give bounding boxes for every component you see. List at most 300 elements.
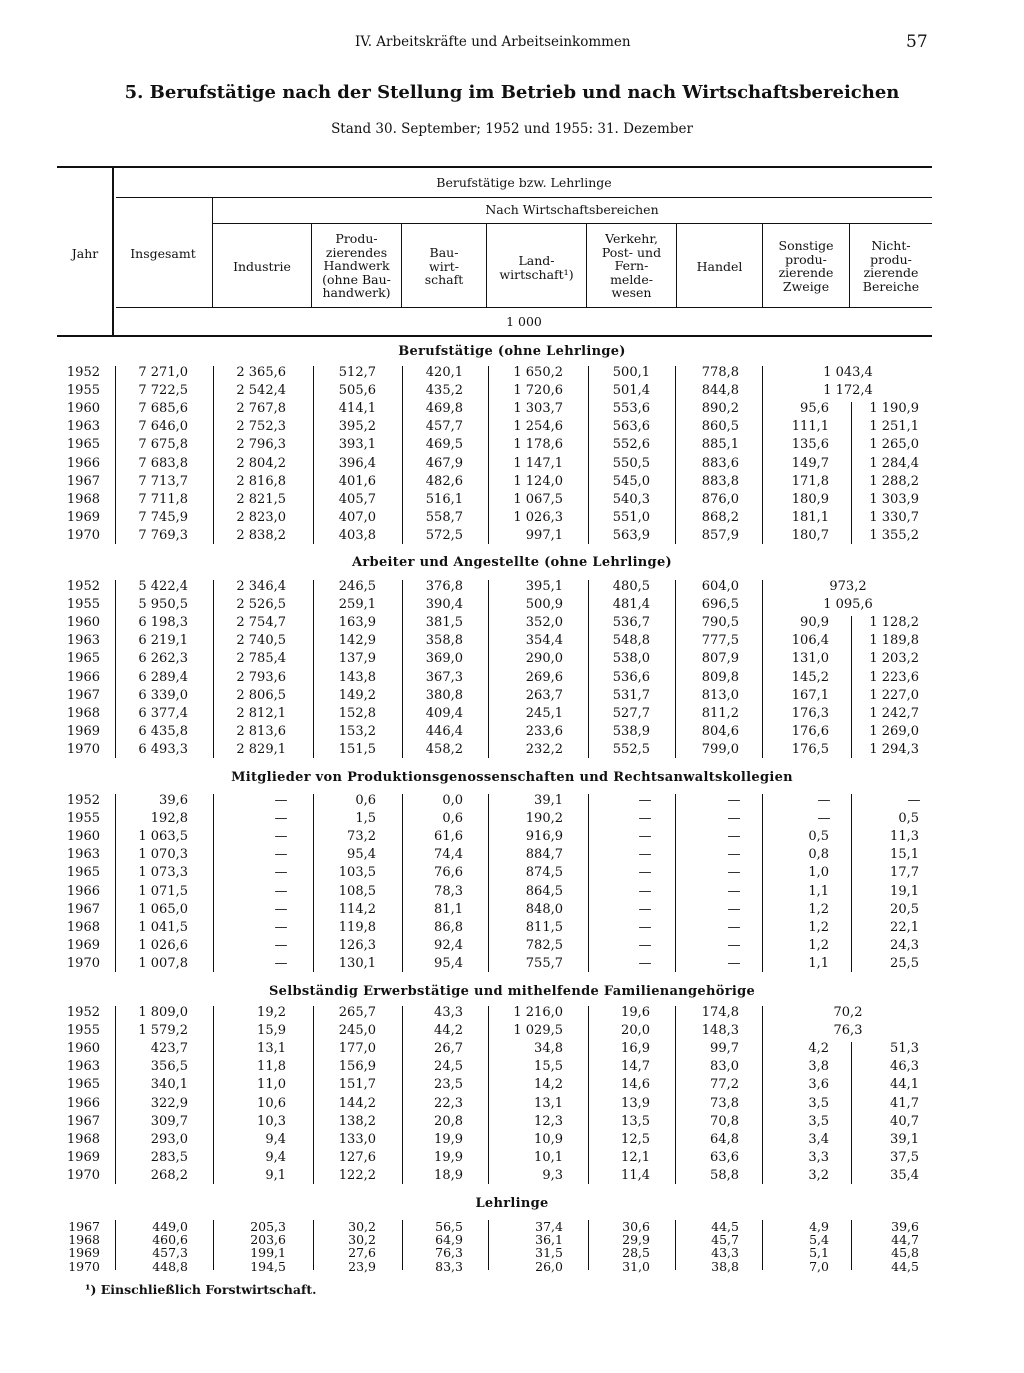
table-row (0, 1023, 1024, 1041)
value-cell: 446,4 (425, 723, 463, 739)
value-cell: 61,6 (434, 829, 463, 845)
value-cell: — (727, 811, 741, 827)
value-cell: 1 355,2 (869, 527, 919, 543)
value-cell: 2 346,4 (236, 579, 286, 594)
year-cell: 1968 (66, 919, 100, 935)
value-cell: 148,3 (701, 1023, 739, 1039)
value-cell: 20,5 (890, 901, 919, 917)
table-row (0, 651, 1024, 669)
value-cell: 22,1 (890, 919, 919, 935)
value-cell: 540,3 (612, 491, 650, 507)
value-cell: 24,5 (434, 1059, 463, 1075)
year-cell: 1966 (66, 455, 100, 471)
value-cell: 95,4 (434, 955, 463, 971)
value-cell: 17,7 (890, 865, 919, 881)
value-cell: 0,8 (808, 847, 829, 863)
value-cell: 259,1 (338, 597, 376, 613)
value-cell: 367,3 (425, 669, 463, 685)
value-cell: 1,0 (808, 865, 829, 881)
value-cell: 390,4 (425, 597, 463, 613)
value-cell: 194,5 (250, 1258, 286, 1274)
value-cell: 30,6 (622, 1219, 650, 1234)
value-cell: 545,0 (612, 473, 650, 489)
value-cell: 181,1 (791, 509, 829, 525)
value-cell: 39,6 (159, 793, 188, 808)
value-cell: 26,7 (434, 1041, 463, 1057)
value-cell: 448,8 (152, 1258, 188, 1274)
value-cell: 3,5 (808, 1095, 829, 1111)
table-row (0, 1259, 1024, 1277)
value-cell: — (638, 811, 652, 827)
value-cell: 39,6 (891, 1219, 919, 1234)
value-cell: 7 769,3 (138, 527, 188, 543)
table-row (0, 865, 1024, 883)
value-cell: 176,6 (791, 723, 829, 739)
year-cell: 1963 (66, 847, 100, 863)
value-cell: 1 007,8 (138, 955, 188, 971)
value-cell: 884,7 (525, 847, 563, 863)
value-cell: 1 041,5 (138, 919, 188, 935)
value-cell: 19,9 (434, 1149, 463, 1165)
value-cell: 395,1 (525, 579, 563, 594)
value-cell: 501,4 (612, 383, 650, 399)
header-col-nichtproduzierende: Nicht- produ- zierende Bereiche (862, 238, 920, 294)
value-cell: — (638, 955, 652, 971)
year-cell: 1969 (66, 509, 100, 525)
year-cell: 1960 (66, 829, 100, 845)
value-cell: 6 377,4 (138, 705, 188, 721)
value-cell: 176,5 (791, 741, 829, 757)
value-cell: 13,1 (257, 1041, 286, 1057)
value-cell: 245,1 (525, 705, 563, 721)
value-cell: 1 650,2 (513, 365, 563, 380)
merged-value-cell: 1 095,6 (823, 597, 873, 613)
value-cell: 6 435,8 (138, 723, 188, 739)
table-row (0, 1114, 1024, 1132)
running-head (0, 34, 1024, 54)
split-rule (851, 794, 852, 972)
chapter-heading: IV. Arbeitskräfte und Arbeitseinkommen (355, 34, 631, 50)
table-row (0, 615, 1024, 633)
header-col-bauwirtschaft: Bau- wirt- schaft (424, 245, 464, 287)
value-cell: 167,1 (791, 687, 829, 703)
value-cell: 552,5 (612, 741, 650, 757)
value-cell: 1 063,5 (138, 829, 188, 845)
value-cell: 1 288,2 (869, 473, 919, 489)
value-cell: 538,0 (612, 651, 650, 667)
value-cell: — (274, 811, 288, 827)
value-cell: 782,5 (525, 937, 563, 953)
value-cell: 269,6 (525, 669, 563, 685)
value-cell: 145,2 (791, 669, 829, 685)
value-cell: 7 675,8 (138, 437, 188, 453)
value-cell: 14,6 (621, 1077, 650, 1093)
value-cell: 0,6 (355, 793, 376, 808)
header-col-landwirtschaft: Land- wirtschaft¹) (499, 253, 574, 282)
value-cell: 309,7 (150, 1113, 188, 1129)
value-cell: 481,4 (612, 597, 650, 613)
value-cell: 558,7 (425, 509, 463, 525)
value-cell: 77,2 (710, 1077, 739, 1093)
value-cell: 536,7 (612, 615, 650, 631)
table-row (0, 510, 1024, 528)
value-cell: 551,0 (612, 509, 650, 525)
value-cell: 467,9 (425, 455, 463, 471)
value-cell: 531,7 (612, 687, 650, 703)
value-cell: 1 026,3 (513, 509, 563, 525)
value-cell: 92,4 (434, 937, 463, 953)
value-cell: 90,9 (800, 615, 829, 631)
value-cell: 811,5 (525, 919, 563, 935)
value-cell: 130,1 (338, 955, 376, 971)
value-cell: 44,7 (891, 1232, 919, 1248)
year-cell: 1970 (66, 955, 100, 971)
value-cell: 142,9 (338, 633, 376, 649)
value-cell: — (638, 919, 652, 935)
value-cell: 1,2 (808, 937, 829, 953)
header-unit-rule (116, 307, 932, 308)
header-col-sonstige: Sonstige produ- zierende Zweige (778, 238, 834, 294)
value-cell: 1 330,7 (869, 509, 919, 525)
table-row (0, 528, 1024, 546)
value-cell: 414,1 (338, 401, 376, 417)
header-subgroup-rule (212, 223, 932, 224)
table-row (0, 401, 1024, 419)
table-row (0, 847, 1024, 865)
value-cell: 1 269,0 (869, 723, 919, 739)
value-cell: 848,0 (525, 901, 563, 917)
value-cell: 9,4 (265, 1131, 286, 1147)
value-cell: — (638, 793, 652, 808)
year-cell: 1952 (66, 1005, 100, 1020)
value-cell: 1 189,8 (869, 633, 919, 649)
value-cell: 804,6 (701, 723, 739, 739)
value-cell: 6 289,4 (138, 669, 188, 685)
value-cell: 76,6 (434, 865, 463, 881)
value-cell: 7 271,0 (138, 365, 188, 380)
value-cell: 7 745,9 (138, 509, 188, 525)
value-cell: 31,5 (535, 1245, 563, 1261)
value-cell: 126,3 (338, 937, 376, 953)
value-cell: 64,8 (710, 1131, 739, 1147)
table-row (0, 742, 1024, 760)
year-cell: 1970 (66, 527, 100, 543)
year-cell: 1965 (66, 865, 100, 881)
value-cell: 1 284,4 (869, 455, 919, 471)
year-cell: 1966 (66, 1095, 100, 1111)
value-cell: 127,6 (338, 1149, 376, 1165)
value-cell: 114,2 (338, 901, 376, 917)
footnote: ¹) Einschließlich Forstwirtschaft. (85, 1282, 317, 1297)
value-cell: 15,9 (257, 1023, 286, 1039)
value-cell: 890,2 (701, 401, 739, 417)
value-cell: 95,4 (347, 847, 376, 863)
value-cell: 393,1 (338, 437, 376, 453)
value-cell: 111,1 (791, 419, 829, 435)
value-cell: 83,0 (710, 1059, 739, 1075)
table-row (0, 1059, 1024, 1077)
value-cell: — (274, 865, 288, 881)
table-row (0, 920, 1024, 938)
value-cell: 778,8 (701, 365, 739, 380)
value-cell: 457,7 (425, 419, 463, 435)
merged-value-cell: 76,3 (833, 1023, 863, 1039)
value-cell: 358,8 (425, 633, 463, 649)
value-cell: 119,8 (338, 919, 376, 935)
value-cell: 12,1 (621, 1149, 650, 1165)
section-title: Arbeiter und Angestellte (ohne Lehrlinge) (352, 555, 672, 570)
value-cell: 86,8 (434, 919, 463, 935)
table-row (0, 956, 1024, 974)
value-cell: 6 262,3 (138, 651, 188, 667)
year-cell: 1968 (68, 1232, 100, 1248)
value-cell: — (274, 901, 288, 917)
value-cell: 1 294,3 (869, 741, 919, 757)
value-cell: 2 823,0 (236, 509, 286, 525)
value-cell: — (638, 865, 652, 881)
value-cell: 44,5 (711, 1219, 739, 1234)
value-cell: 41,7 (890, 1095, 919, 1111)
value-cell: 340,1 (150, 1077, 188, 1093)
value-cell: 1 147,1 (513, 455, 563, 471)
value-cell: 29,9 (622, 1232, 650, 1248)
table-row (0, 1077, 1024, 1095)
value-cell: 73,8 (710, 1095, 739, 1111)
table-row (0, 724, 1024, 742)
value-cell: 3,3 (808, 1149, 829, 1165)
value-cell: 13,5 (621, 1113, 650, 1129)
value-cell: 2 821,5 (236, 491, 286, 507)
value-cell: 2 526,5 (236, 597, 286, 613)
value-cell: 153,2 (338, 723, 376, 739)
header-col-handwerk: Produ- zierendes Handwerk (ohne Bau- handwerk) (322, 231, 391, 300)
year-cell: 1968 (66, 1131, 100, 1147)
value-cell: — (638, 901, 652, 917)
year-cell: 1952 (66, 365, 100, 380)
value-cell: 11,3 (890, 829, 919, 845)
value-cell: 1 124,0 (513, 473, 563, 489)
table-row (0, 1132, 1024, 1150)
value-cell: 2 785,4 (236, 651, 286, 667)
value-cell: 25,5 (890, 955, 919, 971)
value-cell: 16,9 (621, 1041, 650, 1057)
value-cell: — (274, 919, 288, 935)
value-cell: 246,5 (338, 579, 376, 594)
value-cell: 39,1 (890, 1131, 919, 1147)
value-cell: 755,7 (525, 955, 563, 971)
value-cell: 2 796,3 (236, 437, 286, 453)
value-cell: 2 740,5 (236, 633, 286, 649)
value-cell: 233,6 (525, 723, 563, 739)
value-cell: 31,0 (622, 1258, 650, 1274)
value-cell: 99,7 (710, 1041, 739, 1057)
table-row (0, 633, 1024, 651)
value-cell: 9,3 (542, 1167, 563, 1183)
value-cell: 290,0 (525, 651, 563, 667)
value-cell: 401,6 (338, 473, 376, 489)
value-cell: — (274, 847, 288, 863)
value-cell: 883,6 (701, 455, 739, 471)
value-cell: 122,2 (338, 1167, 376, 1183)
merged-value-cell: 1 172,4 (823, 383, 873, 399)
value-cell: 997,1 (525, 527, 563, 543)
value-cell: 2 829,1 (236, 741, 286, 757)
year-cell: 1969 (66, 1149, 100, 1165)
value-cell: — (274, 829, 288, 845)
value-cell: — (638, 883, 652, 899)
value-cell: 74,4 (434, 847, 463, 863)
value-cell: 23,9 (348, 1258, 376, 1274)
table-row (0, 884, 1024, 902)
value-cell: 548,8 (612, 633, 650, 649)
value-cell: 6 339,0 (138, 687, 188, 703)
section-title: Mitglieder von Produktionsgenossenschaften und Rechtsanwaltskollegien (231, 770, 793, 785)
value-cell: 37,5 (890, 1149, 919, 1165)
value-cell: 813,0 (701, 687, 739, 703)
year-cell: 1960 (66, 1041, 100, 1057)
value-cell: — (727, 847, 741, 863)
value-cell: 81,1 (434, 901, 463, 917)
value-cell: 24,3 (890, 937, 919, 953)
value-cell: 83,3 (435, 1258, 463, 1274)
value-cell: 245,0 (338, 1023, 376, 1039)
table-row (0, 579, 1024, 597)
value-cell: 171,8 (791, 473, 829, 489)
value-cell: 149,7 (791, 455, 829, 471)
value-cell: 403,8 (338, 527, 376, 543)
value-cell: 293,0 (150, 1131, 188, 1147)
value-cell: 1 029,5 (513, 1023, 563, 1039)
value-cell: 563,9 (612, 527, 650, 543)
value-cell: 1 026,6 (138, 937, 188, 953)
table-row (0, 706, 1024, 724)
year-cell: 1969 (66, 723, 100, 739)
value-cell: 7,0 (809, 1258, 829, 1274)
value-cell: 527,7 (612, 705, 650, 721)
value-cell: 20,0 (621, 1023, 650, 1039)
value-cell: 799,0 (701, 741, 739, 757)
header-unit: 1 000 (506, 314, 542, 329)
value-cell: 133,0 (338, 1131, 376, 1147)
value-cell: 174,8 (701, 1005, 739, 1020)
value-cell: 3,6 (808, 1077, 829, 1093)
merged-value-cell: 70,2 (833, 1005, 863, 1020)
table-row (0, 597, 1024, 615)
value-cell: 1 203,2 (869, 651, 919, 667)
value-cell: 18,9 (434, 1167, 463, 1183)
value-cell: — (274, 793, 288, 808)
header-bottom-rule (57, 335, 932, 337)
value-cell: 95,6 (800, 401, 829, 417)
value-cell: 19,2 (257, 1005, 286, 1020)
value-cell: 1,1 (808, 955, 829, 971)
table-row (0, 902, 1024, 920)
value-cell: — (638, 829, 652, 845)
value-cell: 45,7 (711, 1232, 739, 1248)
value-cell: — (727, 829, 741, 845)
value-cell: 34,8 (534, 1041, 563, 1057)
year-cell: 1968 (66, 491, 100, 507)
value-cell: 131,0 (791, 651, 829, 667)
value-cell: 604,0 (701, 579, 739, 594)
value-cell: — (274, 937, 288, 953)
value-cell: 7 646,0 (138, 419, 188, 435)
value-cell: 20,8 (434, 1113, 463, 1129)
value-cell: 10,6 (257, 1095, 286, 1111)
value-cell: 176,3 (791, 705, 829, 721)
value-cell: 811,2 (701, 705, 739, 721)
value-cell: 1,2 (808, 901, 829, 917)
value-cell: 538,9 (612, 723, 650, 739)
value-cell: 2 806,5 (236, 687, 286, 703)
table-row (0, 670, 1024, 688)
value-cell: 1,1 (808, 883, 829, 899)
header-col-handel: Handel (696, 259, 743, 274)
value-cell: 199,1 (250, 1245, 286, 1261)
value-cell: 405,7 (338, 491, 376, 507)
table-row (0, 419, 1024, 437)
value-cell: 28,5 (622, 1245, 650, 1261)
value-cell: 1 265,0 (869, 437, 919, 453)
value-cell: 38,8 (711, 1258, 739, 1274)
value-cell: 163,9 (338, 615, 376, 631)
value-cell: 7 722,5 (138, 383, 188, 399)
year-cell: 1969 (66, 937, 100, 953)
year-cell: 1967 (66, 901, 100, 917)
value-cell: 156,9 (338, 1059, 376, 1075)
header-jahr: Jahr (71, 246, 99, 261)
value-cell: 777,5 (701, 633, 739, 649)
value-cell: 11,8 (257, 1059, 286, 1075)
value-cell: 516,1 (425, 491, 463, 507)
value-cell: 864,5 (525, 883, 563, 899)
year-cell: 1963 (66, 633, 100, 649)
year-cell: 1969 (68, 1245, 100, 1261)
value-cell: 1 065,0 (138, 901, 188, 917)
value-cell: — (727, 955, 741, 971)
value-cell: — (817, 811, 831, 827)
value-cell: 46,3 (890, 1059, 919, 1075)
value-cell: — (274, 955, 288, 971)
value-cell: 30,2 (348, 1219, 376, 1234)
value-cell: 1 070,3 (138, 847, 188, 863)
header-col-verkehr: Verkehr, Post- und Fern- melde- wesen (601, 231, 662, 300)
value-cell: 23,5 (434, 1077, 463, 1093)
value-cell: 10,1 (534, 1149, 563, 1165)
value-cell: 885,1 (701, 437, 739, 453)
header-subgroup-label: Nach Wirtschaftsbereichen (485, 202, 659, 217)
value-cell: 536,6 (612, 669, 650, 685)
table-row (0, 456, 1024, 474)
value-cell: 1 254,6 (513, 419, 563, 435)
value-cell: 108,5 (338, 883, 376, 899)
value-cell: 43,3 (434, 1005, 463, 1020)
value-cell: 874,5 (525, 865, 563, 881)
value-cell: 5 950,5 (138, 597, 188, 613)
value-cell: 6 198,3 (138, 615, 188, 631)
value-cell: — (727, 901, 741, 917)
value-cell: 190,2 (525, 811, 563, 827)
value-cell: 265,7 (338, 1005, 376, 1020)
value-cell: 76,3 (435, 1245, 463, 1261)
value-cell: 460,6 (152, 1232, 188, 1248)
table-subtitle: Stand 30. September; 1952 und 1955: 31. Dezember (331, 121, 693, 137)
value-cell: 5,1 (809, 1245, 829, 1261)
table-row (0, 365, 1024, 383)
split-rule (851, 616, 852, 758)
value-cell: 2 813,6 (236, 723, 286, 739)
value-cell: 790,5 (701, 615, 739, 631)
